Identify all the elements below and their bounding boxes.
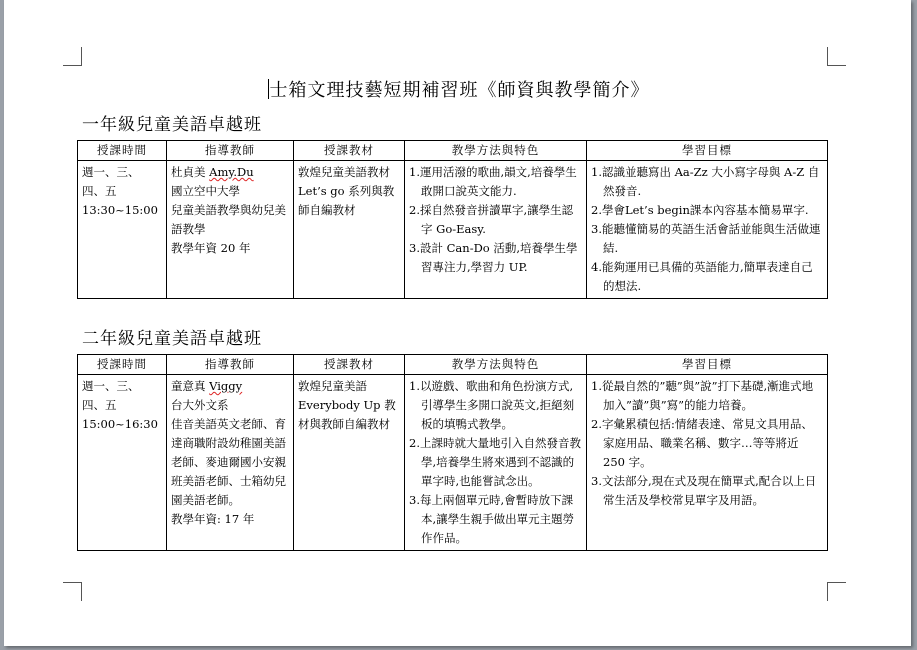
goal-item: 2.學會Let’s begin課本內容基本簡易單字. xyxy=(591,203,809,217)
teacher-info: 國立空中大學 xyxy=(171,184,240,198)
time-range: 13:30~15:00 xyxy=(82,203,158,217)
header-goals: 學習目標 xyxy=(587,355,828,375)
teacher-name-line xyxy=(171,163,289,182)
method-item: 1.以遊戲、歌曲和角色扮演方式,引導學生多開口說英文,拒絕刻板的填鴨式教學。 xyxy=(409,379,575,431)
course-table-grade1 xyxy=(77,140,828,299)
methods-cell xyxy=(405,161,587,299)
method-item: 2.採自然發音拼讀單字,讓學生認字 Go-Easy. xyxy=(409,203,574,236)
goals-cell xyxy=(587,161,828,299)
time-days-2: 四、五 xyxy=(82,398,117,412)
teacher-english-name: Viggy xyxy=(209,379,243,393)
teacher-info: 教學年資: 17 年 xyxy=(171,512,255,526)
teacher-info: 佳音美語英文老師、育達商職附設幼稚園美語老師、麥迪爾國小安親班美語老師、士箱幼兒園美語老師。 xyxy=(171,417,286,507)
time-days-1: 週一、三、 xyxy=(82,165,140,179)
teacher-english-name: Amy.Du xyxy=(209,165,254,179)
method-item: 2.上課時就大量地引入自然發音教學,培養學生將來遇到不認識的單字時,也能嘗試念出。 xyxy=(409,436,581,488)
goal-item: 1.認識並聽寫出 Aa-Zz 大小寫字母與 A-Z 自然發音. xyxy=(591,165,820,198)
goals-cell xyxy=(587,375,828,551)
method-item: 3.設計 Can-Do 活動,培養學生學習專注力,學習力 UP. xyxy=(409,241,578,274)
text-cursor xyxy=(268,79,269,99)
table-row xyxy=(78,375,828,551)
goal-item: 4.能夠運用已具備的英語能力,簡單表達自己的想法. xyxy=(591,260,813,293)
table-header-row xyxy=(78,141,828,161)
header-materials: 授課教材 xyxy=(294,141,405,161)
header-goals: 學習目標 xyxy=(587,141,828,161)
teacher-info: 台大外文系 xyxy=(171,398,229,412)
header-methods: 教學方法與特色 xyxy=(405,355,587,375)
time-days-2: 四、五 xyxy=(82,184,117,198)
teacher-cell xyxy=(167,375,294,551)
time-cell xyxy=(78,375,167,551)
crop-mark-top-right xyxy=(827,47,846,66)
header-time: 授課時間 xyxy=(78,355,167,375)
goal-item: 3.能聽懂簡易的英語生活會話並能與生活做連結. xyxy=(591,222,821,255)
header-materials: 授課教材 xyxy=(294,355,405,375)
goal-item: 2.字彙累積包括:情緒表達、常見文具用品、家庭用品、職業名稱、數字…等等將近 250 字。 xyxy=(591,417,813,469)
teacher-cell xyxy=(167,161,294,299)
table-header-row xyxy=(78,355,828,375)
methods-cell xyxy=(405,375,587,551)
method-item: 1.運用活潑的歌曲,韻文,培養學生敢開口說英文能力. xyxy=(409,165,577,198)
section-heading-grade2: 二年級兒童美語卓越班 xyxy=(82,329,262,349)
teacher-info: 教學年資 20 年 xyxy=(171,241,251,255)
materials-cell: 敦煌兒童美語教材 Let’s go 系列與教師自編教材 xyxy=(294,161,405,299)
section-heading-grade1: 一年級兒童美語卓越班 xyxy=(82,115,262,135)
table-row xyxy=(78,161,828,299)
time-days-1: 週一、三、 xyxy=(82,379,140,393)
header-teacher: 指導教師 xyxy=(167,141,294,161)
header-teacher: 指導教師 xyxy=(167,355,294,375)
crop-mark-bottom-right xyxy=(827,582,846,601)
teacher-name: 杜貞美 xyxy=(171,165,210,179)
time-cell xyxy=(78,161,167,299)
teacher-name: 童意真 xyxy=(171,379,210,393)
teacher-info: 兒童美語教學與幼兒美語教學 xyxy=(171,203,286,236)
crop-mark-bottom-left xyxy=(63,582,82,601)
method-item: 3.每上兩個單元時,會暫時放下課本,讓學生親手做出單元主題勞作作品。 xyxy=(409,493,575,545)
document-title-text: 士箱文理技藝短期補習班《師資與教學簡介》 xyxy=(269,80,650,101)
teacher-name-line xyxy=(171,377,289,396)
header-methods: 教學方法與特色 xyxy=(405,141,587,161)
goal-item: 3.文法部分,現在式及現在簡單式,配合以上日常生活及學校常見單字及用語。 xyxy=(591,474,817,507)
time-range: 15:00~16:30 xyxy=(82,417,158,431)
materials-cell: 敦煌兒童美語 Everybody Up 教材與教師自編教材 xyxy=(294,375,405,551)
document-title[interactable] xyxy=(0,76,917,102)
header-time: 授課時間 xyxy=(78,141,167,161)
course-table-grade2 xyxy=(77,354,828,551)
crop-mark-top-left xyxy=(63,47,82,66)
goal-item: 1.從最自然的”聽”與”說”打下基礎,漸進式地加入”讀”與”寫”的能力培養。 xyxy=(591,379,814,412)
